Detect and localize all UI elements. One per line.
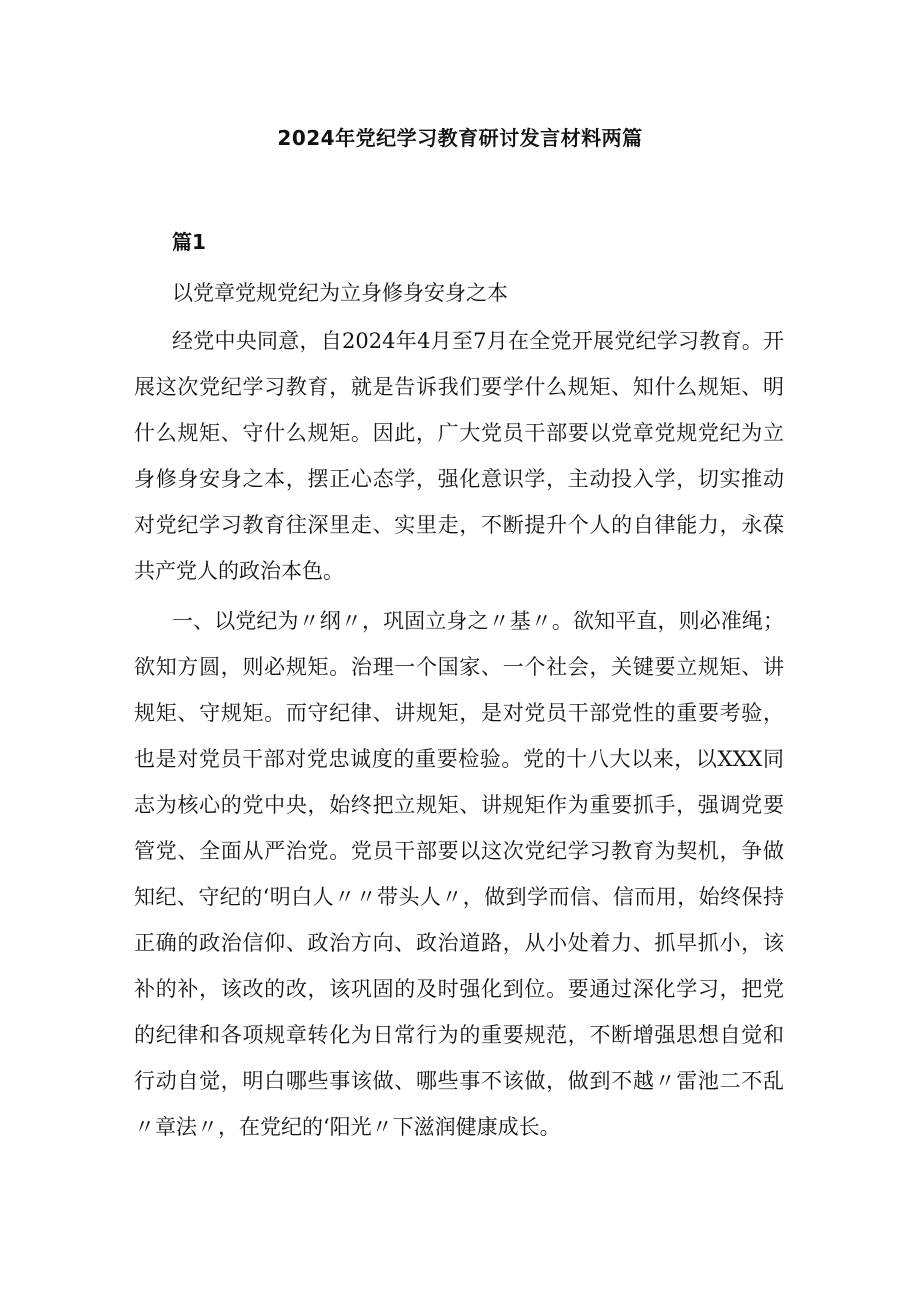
paragraph-intro: 经党中央同意，自2024年4月至7月在全党开展党纪学习教育。开展这次党纪学习教育，就是告诉我们要学什么规矩、知什么规矩、明什么规矩、守什么规矩。因此，广大党员干部要以党章党规党纪为立身修身安身之本，摆正心态学，强化意识学，主动投入学，切实推动对党纪学习教育往深里走、实里走，不断提升个人的自律能力，永葆共产党人的政治本色。 (134, 329, 784, 583)
section-heading: 篇1 (172, 230, 206, 254)
document-body (134, 270, 784, 1154)
paragraph-point-one: 一、以党纪为〃纲〃，巩固立身之〃基〃。欲知平直，则必准绳；欲知方圆，则必规矩。治理一个国家、一个社会，关键要立规矩、讲规矩、守规矩。而守纪律、讲规矩，是对党员干部党性的重要考验，也是对党员干部对党忠诚度的重要检验。党的十八大以来，以XXX同志为核心的党中央，始终把立规矩、讲规矩作为重要抓手，强调党要管党、全面从严治党。党员干部要以这次党纪学习教育为契机，争做知纪、守纪的‘明白人〃〃带头人〃，做到学而信、信而用，始终保持正确的政治信仰、政治方向、政治道路，从小处着力、抓早抓小，该补的补，该改的改，该巩固的及时强化到位。要通过深化学习，把党的纪律和各项规章转化为日常行为的重要规范，不断增强思想自觉和行动自觉，明白哪些事该做、哪些事不该做，做到不越〃雷池二不乱〃章法〃，在党纪的‘阳光〃下滋润健康成长。 (134, 609, 784, 1139)
document-title: 2024年党纪学习教育研讨发言材料两篇 (277, 126, 643, 150)
article-subtitle: 以党章党规党纪为立身修身安身之本 (172, 281, 508, 305)
